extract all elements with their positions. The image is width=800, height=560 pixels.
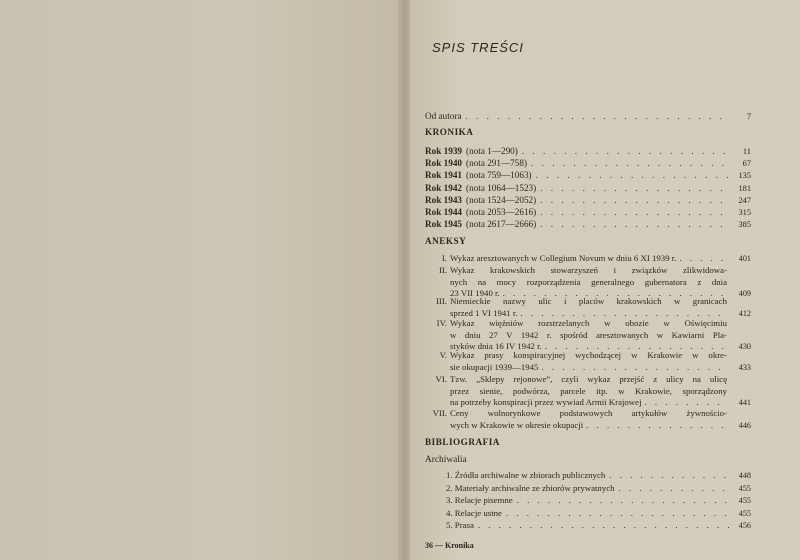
annex-line-text: sie okupacji 1939—1945: [450, 361, 539, 372]
bibliography-entry: [446, 495, 751, 505]
toc-entry-page: 448: [738, 471, 751, 480]
annex-line: nych na mocy rozporządzenia generalnego gubernatora z dnia: [450, 276, 727, 287]
annex-line: Wykaz krakowskich stowarzyszeń i związków zlikwidowa-: [450, 265, 727, 275]
note-range: (nota 1064—1523): [466, 182, 537, 193]
page-spacer: [727, 318, 751, 330]
annex-line-text: na potrzeby konspiracji przez wywiad Armii Krajowej: [450, 397, 642, 407]
dot-leader: [615, 483, 729, 493]
dot-leader: [536, 195, 729, 206]
dot-leader: [513, 495, 729, 505]
toc-entry-page: 247: [738, 195, 751, 205]
note-range: (nota 1524—2052): [466, 194, 537, 205]
toc-entry-page: 67: [742, 159, 751, 169]
annex-line-text: wych w Krakowie w okresie okupacji: [450, 419, 584, 430]
annex-line-text: 23 VII 1940 r.: [450, 288, 500, 298]
page-spacer: [727, 408, 751, 420]
dot-leader: [461, 111, 729, 122]
bibliography-label: 2. Materiały archiwalne ze zbiorów prywatnych: [446, 482, 615, 493]
dot-leader: [538, 362, 727, 374]
section-heading-kronika: KRONIKA: [425, 127, 474, 137]
toc-entry-page: 181: [738, 183, 751, 193]
annex-number: [425, 386, 450, 398]
annex-number: I.: [441, 253, 447, 263]
annex-entry: [425, 408, 751, 431]
year-label: Rok 1942: [425, 182, 463, 193]
annex-entry: [425, 350, 751, 373]
toc-entry-author: [425, 111, 751, 122]
annex-number: II.: [438, 265, 447, 275]
note-range: (nota 759—1063): [466, 170, 532, 181]
toc-entry-page: 441: [738, 398, 751, 407]
toc-entry-page: 455: [738, 508, 751, 518]
bibliography-entry: [446, 508, 751, 518]
toc-entry-page: 7: [746, 112, 751, 121]
annex-entry: [425, 296, 751, 319]
annex-line: Tzw. „Sklepy rejonowe”, czyli wykaz przejść z ulicy na ulicę: [450, 374, 727, 384]
annex-number: V.: [439, 350, 447, 360]
bibliography-label: 5. Prasa: [446, 520, 474, 531]
bibliography-label: 1. Źródła archiwalne w zbiorach publicznych: [446, 470, 606, 480]
page-spacer: [727, 296, 751, 308]
sub-heading-archiwalia: Archiwalia: [425, 455, 467, 465]
toc-entry-page: 401: [738, 254, 751, 263]
page-spacer: [727, 265, 751, 277]
toc-entry-year: [425, 146, 751, 157]
year-label: Rok 1941: [425, 170, 463, 181]
note-range: (nota 2617—2666): [466, 219, 537, 230]
annex-number: [425, 362, 450, 374]
annex-line: Niemieckie nazwy ulic i placów krakowskich w granicach: [450, 296, 727, 306]
annex-line: [450, 253, 727, 265]
bibliography-entry: [446, 520, 751, 530]
bibliography-label: 3. Relacje pisemne: [446, 495, 513, 506]
page-spacer: [727, 350, 751, 362]
year-label: Rok 1945: [425, 219, 463, 230]
year-label: Rok 1940: [425, 158, 463, 169]
dot-leader: [536, 207, 729, 218]
annex-line-text: Wykaz aresztowanych w Collegium Novum w dniu 6 XI 1939 r.: [450, 253, 677, 263]
year-label: Rok 1943: [425, 194, 463, 205]
page-spacer: [727, 386, 751, 398]
dot-leader: [642, 397, 727, 409]
annex-entry: [425, 265, 751, 300]
toc-entry-year: [425, 158, 751, 169]
section-heading-bibliografia: BIBLIOGRAFIA: [425, 437, 500, 447]
dot-leader: [583, 420, 727, 432]
annex-entry: [425, 253, 751, 265]
toc-entry-page: 135: [738, 171, 751, 181]
annex-line: [450, 397, 727, 409]
annex-line: Wykaz więźniów rozstrzelanych w obozie w Oświęcimiu: [450, 318, 727, 328]
running-footer: 36 — Kronika: [425, 541, 474, 550]
annex-entry: [425, 374, 751, 409]
dot-leader: [536, 183, 729, 194]
page-spacer: [727, 330, 751, 342]
toc-entry-page: 315: [738, 208, 751, 217]
annex-number: [425, 330, 450, 342]
toc-entry-page: 409: [738, 289, 751, 298]
dot-leader: [536, 219, 729, 230]
toc-entry-page: 456: [738, 521, 751, 531]
dot-leader: [474, 520, 729, 530]
dot-leader: [527, 158, 729, 169]
annex-number: III.: [436, 296, 447, 306]
annex-line: w dniu 27 V 1942 r. spośród aresztowanych w Kawiarni Pla-: [450, 329, 727, 340]
bibliography-entry: [446, 483, 751, 493]
note-range: (nota 2053—2616): [466, 207, 537, 217]
page-spacer: [727, 374, 751, 386]
annex-number: [425, 277, 450, 289]
annex-line: Ceny wolnorynkowe podstawowych artykułów żywnościo-: [450, 408, 727, 418]
dot-leader: [502, 508, 729, 518]
toc-entry-page: 446: [738, 420, 751, 430]
dot-leader: [518, 146, 729, 157]
section-heading-aneksy: ANEKSY: [425, 236, 467, 246]
toc-entry-year: [425, 195, 751, 206]
annex-number: [425, 420, 450, 432]
toc-entry-page: 455: [738, 496, 751, 506]
annex-line-text: sprzed 1 VI 1941 r.: [450, 307, 518, 318]
annex-entry: [425, 318, 751, 353]
year-label: Rok 1944: [425, 207, 463, 217]
toc-entry-page: 430: [738, 342, 751, 351]
toc-entry-page: 11: [742, 147, 751, 156]
toc-entry-page: 433: [738, 362, 751, 372]
annex-number: [425, 397, 450, 409]
toc-entry-page: 385: [738, 220, 751, 230]
dot-leader: [605, 470, 729, 480]
annex-line: przez sienie, podwórza, parcele itp. w Krakowie, sporządzony: [450, 385, 727, 396]
note-range: (nota 1—290): [466, 146, 518, 156]
toc-entry-year: [425, 207, 751, 218]
annex-line: [450, 362, 727, 374]
toc-entry-year: [425, 219, 751, 230]
toc-entry-page: 455: [738, 483, 751, 493]
toc-entry-label: Od autora: [425, 111, 462, 121]
toc-entry-page: 412: [738, 308, 751, 318]
toc-entry-year: [425, 183, 751, 194]
bibliography-label: 4. Relacje ustne: [446, 507, 502, 518]
bibliography-entry: [446, 470, 751, 480]
dot-leader: [676, 253, 727, 265]
annex-line: [450, 420, 727, 432]
toc-entry-year: [425, 170, 751, 181]
dot-leader: [532, 170, 729, 181]
note-range: (nota 291—758): [466, 158, 527, 169]
page-title: SPIS TREŚCI: [432, 40, 524, 55]
annex-line: Wykaz prasy konspiracyjnej wychodzącej w Krakowie w okre-: [450, 350, 727, 360]
annex-number: VII.: [432, 408, 447, 418]
annex-line-text: styków dnia 16 IV 1942 r.: [450, 341, 542, 351]
annex-number: IV.: [436, 318, 447, 328]
annex-number: VI.: [435, 374, 447, 384]
year-label: Rok 1939: [425, 146, 463, 156]
page-spacer: [727, 277, 751, 289]
